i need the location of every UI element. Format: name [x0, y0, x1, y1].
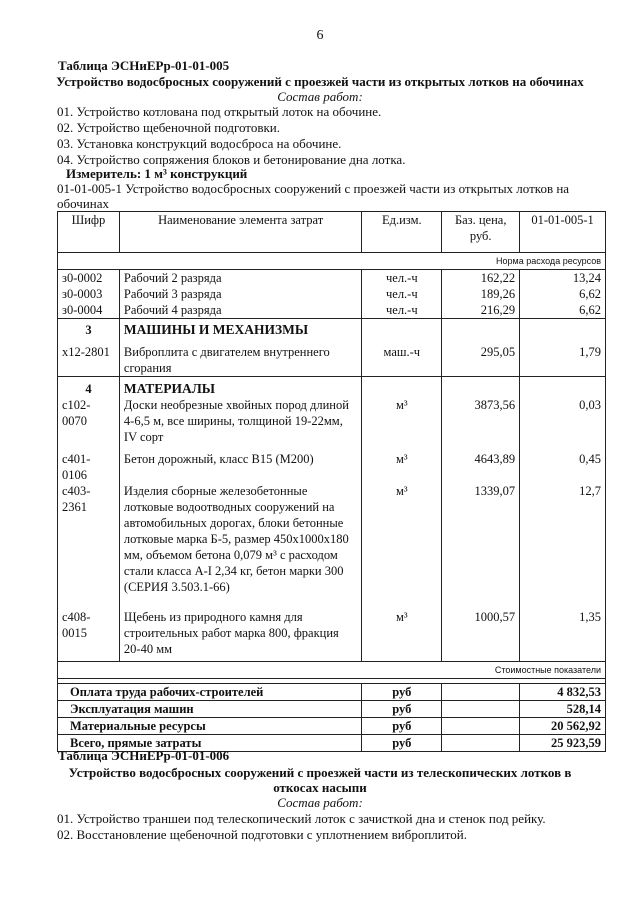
resource-table: [57, 211, 606, 752]
cost-row: [58, 662, 606, 679]
table-row: с401-0106 Бетон дорожный, класс В15 (М200) м³ 4643,89 0,45: [58, 445, 606, 483]
table-row: с102-0070 Доски необрезные хвойных пород длиной 4-6,5 м, все ширины, толщиной 19-22мм, IV сорт м³ 3873,56 0,03: [58, 397, 606, 445]
table-row: х12-2801 Виброплита с двигателем внутреннего сгорания маш.-ч 295,05 1,79: [58, 338, 606, 377]
header-unit: Ед.изм.: [362, 212, 442, 253]
header-column: 01-01-005-1: [520, 212, 606, 253]
total-row: Материальные ресурсы руб 20 562,92: [58, 718, 606, 735]
work-item: 02. Устройство щебеночной подготовки.: [57, 120, 280, 135]
norm-label: Норма расхода ресурсов: [58, 253, 606, 270]
table-row: з0-0004 Рабочий 4 разряда чел.-ч 216,29 6,62: [58, 302, 606, 319]
table1-title: Таблица ЭСНиЕРр-01-01-005: [58, 58, 230, 73]
table1-subtitle: Устройство водосбросных сооружений с проезжей части из открытых лотков на обочинах: [56, 74, 584, 89]
section-row: 3 МАШИНЫ И МЕХАНИЗМЫ: [58, 319, 606, 339]
header-code: Шифр: [58, 212, 120, 253]
cost-label: Стоимостные показатели: [58, 662, 606, 679]
code-line: 01-01-005-1 Устройство водосбросных сооружений с проезжей части из открытых лотков на: [57, 181, 570, 196]
work-item: 01. Устройство траншеи под телескопический лоток с зачисткой дна и стенок под рейку.: [57, 811, 546, 826]
table-header: [58, 212, 606, 253]
table2-works-heading: Состав работ:: [277, 795, 363, 810]
work-item: 04. Устройство сопряжения блоков и бетонирование дна лотка.: [57, 152, 406, 167]
total-row: Оплата труда рабочих-строителей руб 4 832,53: [58, 684, 606, 701]
total-row: Всего, прямые затраты руб 25 923,59: [58, 735, 606, 752]
work-item: 01. Устройство котлована под открытый лоток на обочине.: [57, 104, 382, 119]
table1-works-heading: Состав работ:: [277, 89, 363, 104]
table-row: з0-0002 Рабочий 2 разряда чел.-ч 162,22 13,24: [58, 270, 606, 287]
section-row: 4 МАТЕРИАЛЫ: [58, 377, 606, 398]
page-number: 6: [316, 28, 324, 43]
norm-row: [58, 253, 606, 270]
code-line-cont: обочинах: [57, 196, 109, 211]
table2-subtitle-cont: откосах насыпи: [273, 780, 367, 795]
measure-line: Измеритель: 1 м³ конструкций: [66, 166, 248, 181]
table-row: с403-2361 Изделия сборные железобетонные лотковые водоотводных сооружений на автомобильных дорогах, блоки бетонные лотковые марка Б-5, размер 450х1000х180 мм, объемом бетона 0,079 м³ с расходом стали класса А-I 2,34 кг, бетон марки 300 (СЕРИЯ 3.503.1-66) м³ 1339,07 12,7: [58, 483, 606, 595]
total-row: Эксплуатация машин руб 528,14: [58, 701, 606, 718]
work-item: 02. Восстановление щебеночной подготовки с уплотнением виброплитой.: [57, 827, 467, 842]
table-row: с408-0015 Щебень из природного камня для строительных работ марка 800, фракция 20-40 мм м³ 1000,57 1,35: [58, 595, 606, 662]
work-item: 03. Установка конструкций водосброса на обочине.: [57, 136, 342, 151]
header-name: Наименование элемента затрат: [119, 212, 361, 253]
table2-subtitle: Устройство водосбросных сооружений с проезжей части из телескопических лотков в: [68, 765, 572, 780]
table-row: з0-0003 Рабочий 3 разряда чел.-ч 189,26 6,62: [58, 286, 606, 302]
table2-title: Таблица ЭСНиЕРр-01-01-006: [58, 748, 230, 763]
header-price: Баз. цена, руб.: [442, 212, 520, 253]
